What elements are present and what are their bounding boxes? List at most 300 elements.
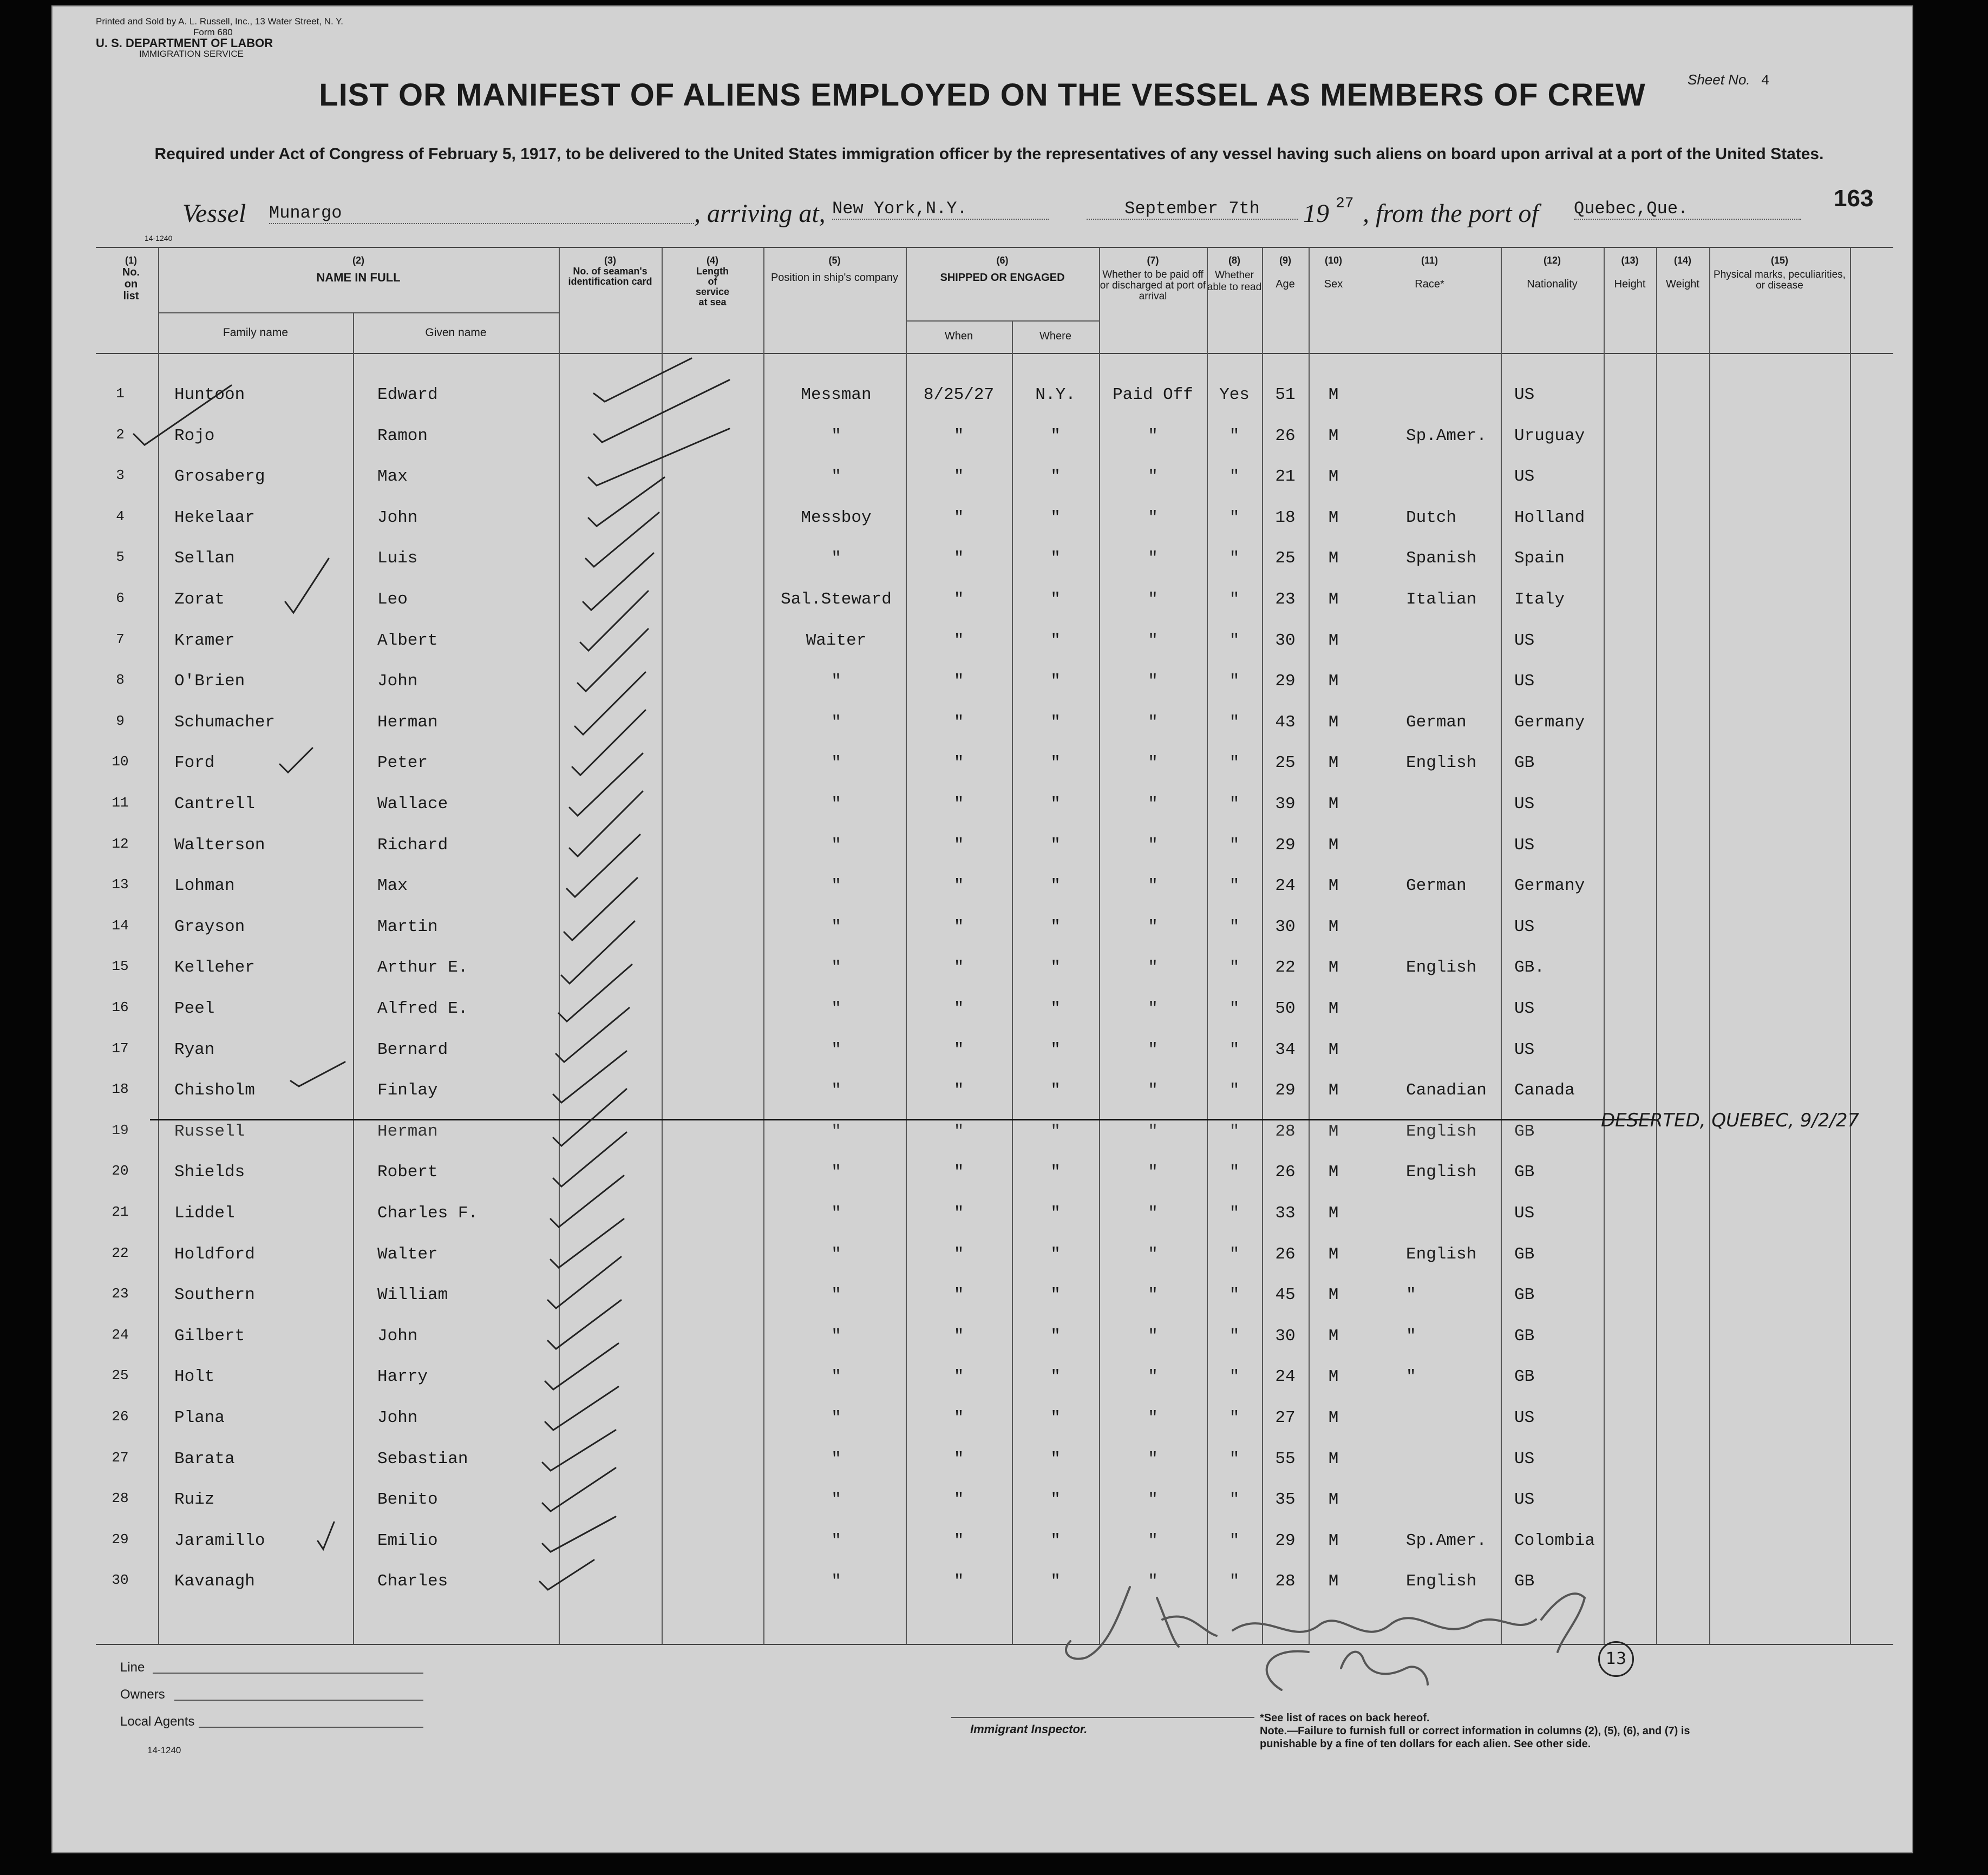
cell-read: " [1229, 917, 1240, 936]
cell-position: " [831, 1244, 841, 1264]
cell-where: " [1050, 1163, 1061, 1182]
cell-given: Harry [377, 1367, 428, 1387]
cell-when: " [953, 1449, 964, 1468]
cell-no: 22 [112, 1244, 129, 1261]
cell-when: " [953, 672, 964, 691]
cell-sex: M [1328, 1244, 1339, 1264]
cell-when: " [953, 958, 964, 978]
cell-family: Plana [174, 1408, 225, 1427]
cell-position: Messboy [801, 508, 872, 527]
check-mark [553, 1132, 626, 1186]
cell-paid: " [1148, 1326, 1158, 1346]
cell-no: 20 [112, 1163, 129, 1179]
cell-no: 11 [112, 795, 129, 811]
col-label: Weight [1666, 278, 1699, 290]
cell-paid: " [1148, 999, 1158, 1018]
cell-nationality: Holland [1514, 508, 1585, 527]
cell-when: " [953, 1408, 964, 1427]
cell-nationality: US [1514, 835, 1535, 855]
vessel-label: Vessel [182, 199, 246, 228]
cell-age: 33 [1275, 1204, 1296, 1223]
cell-sex: M [1328, 1449, 1339, 1468]
cell-nationality: GB [1514, 1286, 1535, 1305]
cell-no: 17 [112, 1040, 129, 1057]
cell-when: " [953, 1204, 964, 1223]
cell-sex: M [1328, 467, 1339, 487]
cell-when: " [953, 1531, 964, 1550]
cell-family: Barata [174, 1449, 235, 1468]
cell-position: " [831, 1204, 841, 1223]
cell-sex: M [1328, 426, 1339, 445]
cell-position: " [831, 712, 841, 732]
cell-age: 43 [1275, 712, 1296, 732]
cell-family: Walterson [174, 835, 265, 855]
cell-family: Kelleher [174, 958, 255, 978]
cell-no: 12 [112, 835, 129, 852]
cell-given: Robert [377, 1163, 438, 1182]
check-mark [134, 385, 231, 445]
cell-where: " [1050, 1081, 1061, 1100]
cell-nationality: US [1514, 1408, 1535, 1427]
cell-given: Martin [377, 917, 438, 936]
owners-label: Owners [120, 1687, 165, 1702]
cell-nationality: GB [1514, 1572, 1535, 1591]
cell-family: Ruiz [174, 1490, 215, 1510]
cell-no: 23 [112, 1286, 129, 1302]
signature-stroke [1066, 1587, 1130, 1659]
page-title: LIST OR MANIFEST OF ALIENS EMPLOYED ON THE VESSEL AS MEMBERS OF CREW [319, 77, 1646, 113]
cell-read: " [1229, 1204, 1240, 1223]
cell-where: " [1050, 1244, 1061, 1264]
cell-where: " [1050, 426, 1061, 445]
cell-paid: " [1148, 590, 1158, 609]
col-number: (1) [125, 255, 137, 266]
cell-family: Schumacher [174, 712, 276, 732]
cell-sex: M [1328, 1531, 1339, 1550]
check-mark [567, 835, 640, 897]
family-name-header: Family name [223, 326, 289, 339]
cell-position: " [831, 1163, 841, 1182]
cell-when: " [953, 999, 964, 1018]
check-mark [548, 1300, 621, 1349]
cell-where: " [1050, 549, 1061, 568]
cell-nationality: Italy [1514, 590, 1565, 609]
department-name: U. S. DEPARTMENT OF LABOR [96, 36, 273, 50]
cell-where: " [1050, 1040, 1061, 1059]
cell-read: " [1229, 1367, 1240, 1387]
check-mark [540, 1560, 594, 1590]
cell-no: 6 [116, 590, 125, 606]
check-mark [594, 358, 691, 402]
cell-nationality: Germany [1514, 876, 1585, 896]
arrival-date: September 7th [1087, 199, 1298, 220]
cell-read: " [1229, 1286, 1240, 1305]
cell-family: Kavanagh [174, 1572, 255, 1591]
cell-position: " [831, 1572, 841, 1591]
cell-family: Zorat [174, 590, 225, 609]
cell-race: Sp.Amer. [1406, 1531, 1487, 1550]
cell-paid: " [1148, 1367, 1158, 1387]
cell-where: " [1050, 1572, 1061, 1591]
cell-age: 25 [1275, 549, 1296, 568]
cell-given: William [377, 1286, 448, 1305]
cell-given: Arthur E. [377, 958, 468, 978]
cell-age: 23 [1275, 590, 1296, 609]
cell-read: " [1229, 672, 1240, 691]
cell-read: " [1229, 1326, 1240, 1346]
cell-read: Yes [1219, 385, 1250, 404]
cell-where: " [1050, 876, 1061, 896]
cell-age: 24 [1275, 876, 1296, 896]
check-mark [545, 1387, 618, 1430]
cell-family: Kramer [174, 631, 235, 650]
cell-family: Jaramillo [174, 1531, 265, 1550]
col-number: (9) [1279, 255, 1291, 266]
cell-no: 16 [112, 999, 129, 1015]
cell-position: " [831, 467, 841, 487]
cell-race: Sp.Amer. [1406, 426, 1487, 445]
col-label: Age [1276, 278, 1295, 290]
cell-sex: M [1328, 999, 1339, 1018]
cell-position: " [831, 795, 841, 814]
cell-given: Walter [377, 1244, 438, 1264]
signature-stroke [1233, 1618, 1536, 1632]
cell-given: Leo [377, 590, 408, 609]
cell-given: Emilio [377, 1531, 438, 1550]
cell-read: " [1229, 631, 1240, 650]
from-port: Quebec,Que. [1574, 199, 1801, 220]
cell-read: " [1229, 712, 1240, 732]
form-code-top: 14-1240 [145, 234, 173, 242]
cell-read: " [1229, 795, 1240, 814]
check-mark [588, 429, 729, 486]
cell-age: 26 [1275, 1163, 1296, 1182]
cell-when: " [953, 1163, 964, 1182]
cell-read: " [1229, 1449, 1240, 1468]
check-mark [548, 1257, 621, 1308]
cell-no: 5 [116, 549, 125, 566]
cell-where: " [1050, 1490, 1061, 1510]
check-mark [551, 1176, 624, 1227]
col-number: (2) [352, 255, 364, 266]
cell-sex: M [1328, 1490, 1339, 1510]
cell-no: 3 [116, 467, 125, 484]
cell-paid: " [1148, 467, 1158, 487]
cell-position: Sal.Steward [781, 590, 892, 609]
cell-read: " [1229, 1244, 1240, 1264]
cell-no: 14 [112, 917, 129, 934]
year-suffix: 27 [1336, 195, 1354, 212]
cell-given: Ramon [377, 426, 428, 445]
cell-position: " [831, 1122, 841, 1141]
cell-paid: " [1148, 1286, 1158, 1305]
col-label: NAME IN FULL [316, 271, 401, 284]
col-label: No. on list [122, 266, 140, 302]
cell-sex: M [1328, 1122, 1339, 1141]
cell-read: " [1229, 1122, 1240, 1141]
cell-paid: " [1148, 835, 1158, 855]
cell-age: 35 [1275, 1490, 1296, 1510]
check-mark [570, 791, 643, 856]
cell-read: " [1229, 1163, 1240, 1182]
check-mark [580, 591, 648, 651]
cell-where: " [1050, 1367, 1061, 1387]
cell-where: " [1050, 1449, 1061, 1468]
check-mark [570, 753, 643, 816]
sheet-number-value: 4 [1761, 73, 1770, 89]
cell-read: " [1229, 549, 1240, 568]
cell-when: " [953, 1286, 964, 1305]
cell-family: Grosaberg [174, 467, 265, 487]
cell-when: " [953, 1040, 964, 1059]
cell-read: " [1229, 1081, 1240, 1100]
cell-position: Waiter [806, 631, 867, 650]
cell-family: Huntoon [174, 385, 245, 404]
inspector-signature [1038, 1565, 1698, 1706]
cell-paid: " [1148, 1163, 1158, 1182]
cell-paid: " [1148, 1244, 1158, 1264]
cell-position: " [831, 1367, 841, 1387]
cell-nationality: Spain [1514, 549, 1565, 568]
check-mark [572, 710, 645, 775]
cell-position: " [831, 753, 841, 773]
cell-paid: " [1148, 876, 1158, 896]
cell-position: " [831, 1531, 841, 1550]
cell-position: " [831, 876, 841, 896]
cell-when: " [953, 1326, 964, 1346]
cell-no: 10 [112, 753, 129, 770]
cell-sex: M [1328, 835, 1339, 855]
cell-paid: " [1148, 1490, 1158, 1510]
cell-given: John [377, 1326, 418, 1346]
cell-where: " [1050, 672, 1061, 691]
where-header: Where [1039, 330, 1071, 342]
cell-where: " [1050, 1286, 1061, 1305]
printer-line: Printed and Sold by A. L. Russell, Inc., 13 Water Street, N. Y. [96, 16, 344, 27]
cell-when: " [953, 467, 964, 487]
cell-family: O'Brien [174, 672, 245, 691]
col-number: (8) [1228, 255, 1240, 266]
line-label: Line [120, 1660, 145, 1675]
cell-position: " [831, 958, 841, 978]
cell-paid: " [1148, 1040, 1158, 1059]
check-mark [559, 965, 632, 1021]
cell-read: " [1229, 1572, 1240, 1591]
check-mark [553, 1051, 626, 1103]
cell-when: " [953, 426, 964, 445]
cell-position: " [831, 672, 841, 691]
cell-race: English [1406, 1572, 1477, 1591]
service-name: IMMIGRATION SERVICE [139, 49, 244, 59]
cell-sex: M [1328, 712, 1339, 732]
cell-no: 25 [112, 1367, 129, 1384]
cell-age: 28 [1275, 1572, 1296, 1591]
cell-where: " [1050, 958, 1061, 978]
cell-where: " [1050, 917, 1061, 936]
cell-where: " [1050, 467, 1061, 487]
cell-no: 24 [112, 1326, 129, 1343]
cell-nationality: Germany [1514, 712, 1585, 732]
cell-position: " [831, 1490, 841, 1510]
cell-no: 7 [116, 631, 125, 647]
cell-sex: M [1328, 1408, 1339, 1427]
cell-where: " [1050, 835, 1061, 855]
cell-given: John [377, 508, 418, 527]
cell-no: 30 [112, 1572, 129, 1589]
cell-given: Wallace [377, 795, 448, 814]
cell-given: Charles [377, 1572, 448, 1591]
cell-age: 29 [1275, 672, 1296, 691]
check-mark [545, 1343, 618, 1389]
cell-sex: M [1328, 631, 1339, 650]
cell-given: Sebastian [377, 1449, 468, 1468]
cell-where: " [1050, 631, 1061, 650]
cell-position: Messman [801, 385, 872, 404]
cell-nationality: GB [1514, 753, 1535, 773]
cell-read: " [1229, 590, 1240, 609]
col-number: (3) [604, 255, 616, 266]
cell-no: 28 [112, 1490, 129, 1507]
cell-when: " [953, 549, 964, 568]
cell-when: " [953, 1244, 964, 1264]
col-label: SHIPPED OR ENGAGED [940, 272, 1065, 284]
immigrant-inspector-label: Immigrant Inspector. [970, 1722, 1088, 1736]
cell-paid: " [1148, 917, 1158, 936]
manifest-sheet [51, 5, 1913, 1853]
cell-nationality: GB [1514, 1367, 1535, 1387]
cell-family: Peel [174, 999, 215, 1018]
check-mark [285, 559, 329, 613]
cell-sex: M [1328, 1204, 1339, 1223]
cell-where: " [1050, 1408, 1061, 1427]
cell-read: " [1229, 508, 1240, 527]
given-name-header: Given name [425, 326, 487, 339]
cell-given: John [377, 1408, 418, 1427]
col-label: Length of service at sea [695, 266, 730, 307]
arriving-label: , arriving at, [694, 199, 826, 228]
cell-no: 19 [112, 1122, 129, 1138]
cell-family: Rojo [174, 426, 215, 445]
check-strokes [134, 358, 729, 1590]
cell-given: Albert [377, 631, 438, 650]
cell-given: John [377, 672, 418, 691]
cell-read: " [1229, 426, 1240, 445]
col-number: (14) [1673, 255, 1691, 266]
signature-stroke [1157, 1598, 1217, 1647]
cell-age: 26 [1275, 1244, 1296, 1264]
page-subtitle: Required under Act of Congress of February 5, 1917, to be delivered to the United States immigration officer by the representatives of any vessel having such aliens on board upon arrival at a port of the United States. [154, 145, 1824, 163]
check-mark [583, 553, 653, 610]
deserted-annotation: DESERTED, QUEBEC, 9/2/27 [1601, 1110, 1860, 1131]
form-code-bottom: 14-1240 [147, 1745, 181, 1755]
cell-given: Max [377, 876, 408, 896]
cell-nationality: US [1514, 1204, 1535, 1223]
cell-nationality: US [1514, 1490, 1535, 1510]
col-number: (15) [1770, 255, 1788, 266]
cell-when: " [953, 508, 964, 527]
cell-age: 25 [1275, 753, 1296, 773]
cell-where: " [1050, 999, 1061, 1018]
local-agents-label: Local Agents [120, 1714, 195, 1729]
cell-age: 30 [1275, 1326, 1296, 1346]
col-number: (4) [707, 255, 718, 266]
cell-position: " [831, 917, 841, 936]
from-port-label: , from the port of [1363, 199, 1539, 228]
cell-no: 29 [112, 1531, 129, 1548]
form-number: Form 680 [193, 27, 233, 37]
cell-paid: Paid Off [1113, 385, 1193, 404]
cell-nationality: US [1514, 467, 1535, 487]
cell-age: 30 [1275, 917, 1296, 936]
cell-sex: M [1328, 590, 1339, 609]
cell-position: " [831, 426, 841, 445]
cell-given: Benito [377, 1490, 438, 1510]
cell-race: " [1406, 1367, 1416, 1387]
cell-sex: M [1328, 876, 1339, 896]
cell-read: " [1229, 999, 1240, 1018]
cell-when: " [953, 1367, 964, 1387]
cell-position: " [831, 1408, 841, 1427]
check-mark [318, 1522, 334, 1549]
cell-nationality: Uruguay [1514, 426, 1585, 445]
cell-age: 28 [1275, 1122, 1296, 1141]
col-label: No. of seaman's identification card [568, 266, 652, 287]
cell-race: German [1406, 876, 1467, 896]
cell-read: " [1229, 1040, 1240, 1059]
cell-nationality: GB [1514, 1163, 1535, 1182]
check-mark [542, 1430, 616, 1471]
cell-paid: " [1148, 1081, 1158, 1100]
cell-given: Peter [377, 753, 428, 773]
cell-position: " [831, 1286, 841, 1305]
cell-family: Cantrell [174, 795, 255, 814]
cell-when: " [953, 712, 964, 732]
cell-race: " [1406, 1326, 1416, 1346]
cell-race: " [1406, 1286, 1416, 1305]
cell-read: " [1229, 753, 1240, 773]
cell-given: Max [377, 467, 408, 487]
cell-paid: " [1148, 549, 1158, 568]
cell-nationality: GB [1514, 1326, 1535, 1346]
cell-sex: M [1328, 1081, 1339, 1100]
cell-sex: M [1328, 1367, 1339, 1387]
cell-nationality: GB. [1514, 958, 1545, 978]
cell-age: 39 [1275, 795, 1296, 814]
cell-given: Charles F. [377, 1204, 479, 1223]
cell-nationality: Colombia [1514, 1531, 1595, 1550]
check-mark [542, 1517, 616, 1552]
check-mark [280, 748, 312, 772]
cell-when: " [953, 835, 964, 855]
cell-nationality: US [1514, 1040, 1535, 1059]
cell-nationality: GB [1514, 1122, 1535, 1141]
cell-position: " [831, 1326, 841, 1346]
cell-paid: " [1148, 753, 1158, 773]
cell-race: English [1406, 958, 1477, 978]
cell-no: 15 [112, 958, 129, 975]
cell-family: Holt [174, 1367, 215, 1387]
cell-sex: M [1328, 1286, 1339, 1305]
vessel-name: Munargo [269, 203, 694, 224]
cell-sex: M [1328, 753, 1339, 773]
cell-age: 45 [1275, 1286, 1296, 1305]
cell-where: N.Y. [1035, 385, 1076, 404]
cell-read: " [1229, 835, 1240, 855]
cell-read: " [1229, 1531, 1240, 1550]
cell-paid: " [1148, 1531, 1158, 1550]
cell-sex: M [1328, 795, 1339, 814]
cell-when: " [953, 1122, 964, 1141]
